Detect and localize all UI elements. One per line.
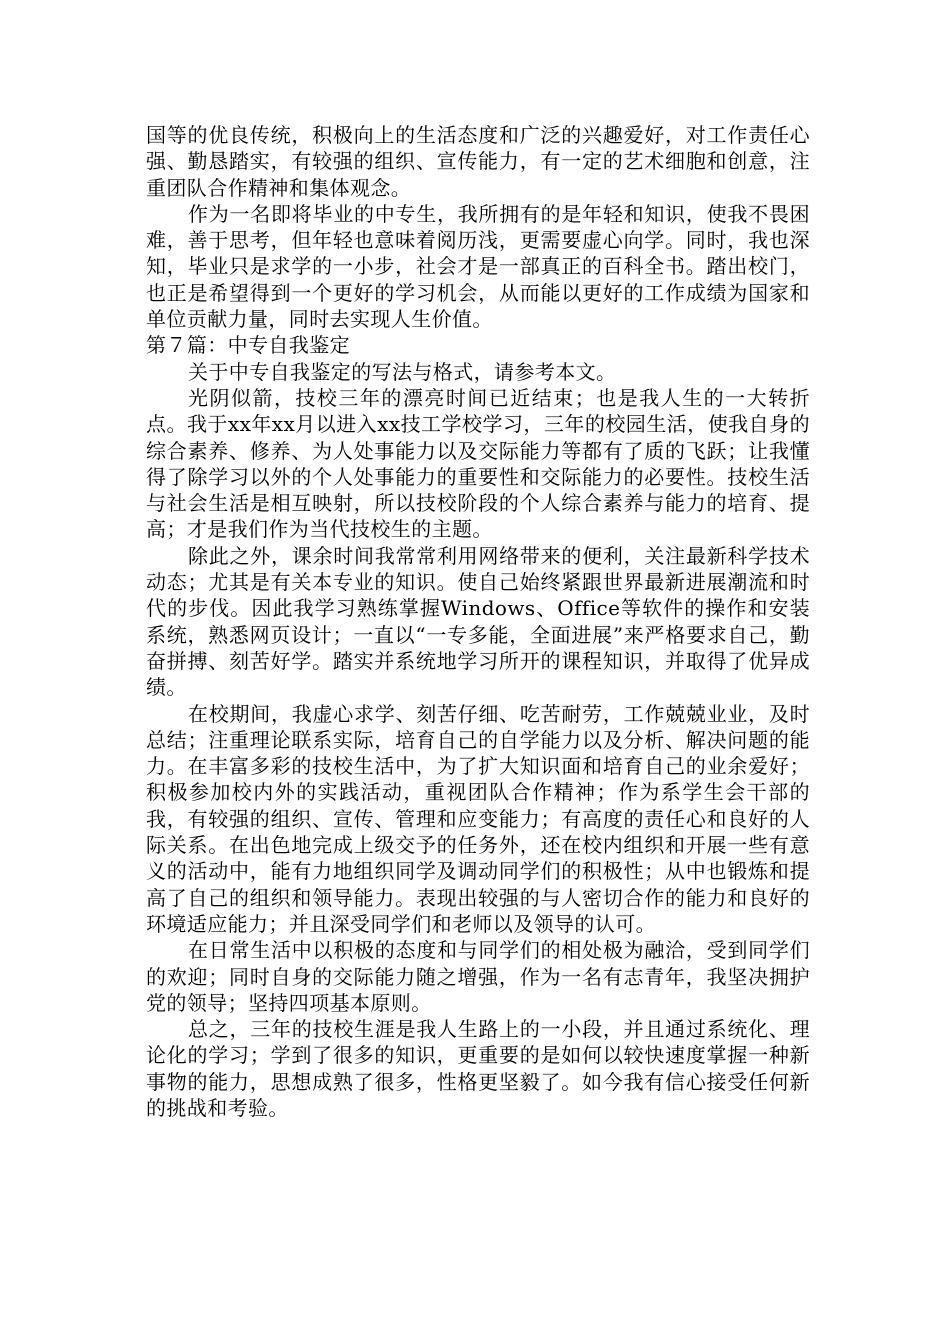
section-heading: 第７篇：中专自我鉴定	[146, 333, 350, 358]
paragraph: 光阴似箭，技校三年的漂亮时间已近结束；也是我人生的一大转折点。我于xx年xx月以进入xx技工学校学习，三年的校园生活，使我自身的综合素养、修养、为人处事能力以及交际能力等都有了质的飞跃；让我懂得了除学习以外的个人处事能力的重要性和交际能力的必要性。技校生活与社会生活是相互映射，所以技校阶段的个人综合素养与能力的培育、提高；才是我们作为当代技校生的主题。	[146, 385, 810, 542]
paragraph: 关于中专自我鉴定的写法与格式，请参考本文。	[188, 359, 617, 384]
paragraph: 在日常生活中以积极的态度和与同学们的相处极为融洽，受到同学们的欢迎；同时自身的交际能力随之增强，作为一名有志青年，我坚决拥护党的领导；坚持四项基本原则。	[146, 938, 810, 1015]
paragraph: 总之，三年的技校生涯是我人生路上的一小段，并且通过系统化、理论化的学习；学到了很多的知识，更重要的是如何以较快速度掌握一种新事物的能力，思想成熟了很多，性格更坚毅了。如今我有信心接受任何新的挑战和考验。	[146, 1017, 810, 1120]
paragraph: 作为一名即将毕业的中专生，我所拥有的是年轻和知识，使我不畏困难，善于思考，但年轻也意味着阅历浅，更需要虚心向学。同时，我也深知，毕业只是求学的一小步，社会才是一部真正的百科全书。踏出校门，也正是希望得到一个更好的学习机会，从而能以更好的工作成绩为国家和单位贡献力量，同时去实现人生价值。	[146, 201, 810, 332]
document-page	[146, 122, 810, 1121]
paragraph: 在校期间，我虚心求学、刻苦仔细、吃苦耐劳，工作兢兢业业，及时总结；注重理论联系实际，培育自己的自学能力以及分析、解决问题的能力。在丰富多彩的技校生活中，为了扩大知识面和培育自己的业余爱好；积极参加校内外的实践活动，重视团队合作精神；作为系学生会干部的我，有较强的组织、宣传、管理和应变能力；有高度的责任心和良好的人际关系。在出色地完成上级交予的任务外，还在校内组织和开展一些有意义的活动中，能有力地组织同学及调动同学们的积极性；从中也锻炼和提高了自己的组织和领导能力。表现出较强的与人密切合作的能力和良好的环境适应能力；并且深受同学们和老师以及领导的认可。	[146, 701, 810, 936]
paragraph: 除此之外，课余时间我常常利用网络带来的便利，关注最新科学技术动态；尤其是有关本专业的知识。使自己始终紧跟世界最新进展潮流和时代的步伐。因此我学习熟练掌握Windows、Office等软件的操作和安装系统，熟悉网页设计；一直以“一专多能，全面进展”来严格要求自己，勤奋拼搏、刻苦好学。踏实并系统地学习所开的课程知识，并取得了优异成绩。	[146, 543, 810, 700]
paragraph-continued: 国等的优良传统，积极向上的生活态度和广泛的兴趣爱好，对工作责任心强、勤恳踏实，有较强的组织、宣传能力，有一定的艺术细胞和创意，注重团队合作精神和集体观念。	[146, 123, 810, 200]
